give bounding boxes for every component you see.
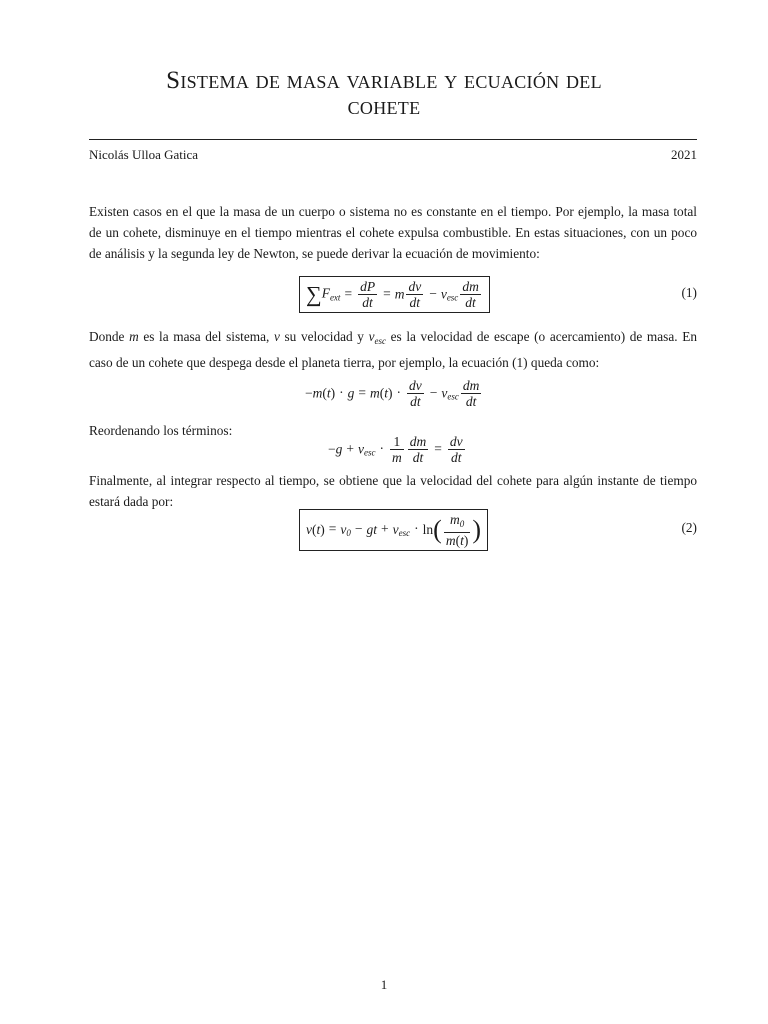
- title-rule: [89, 139, 697, 140]
- equation-2-number: (2): [681, 520, 697, 535]
- paragraph-line: Existen casos en el que la masa de un cuerpo o sistema no es constante en el tiempo. Por ejemplo, la masa total: [89, 204, 697, 219]
- paragraph-intro: [89, 201, 697, 264]
- paragraph-variables: [89, 326, 697, 373]
- paragraph-line: Donde m es la masa del sistema, v su velocidad y $v_{esc}$ es la velocidad de escape (o acercamiento) de masa. En: [89, 329, 697, 346]
- paragraph-line: estará dada por:: [89, 494, 174, 509]
- paper-title: [60, 68, 708, 121]
- page-number: 1: [380, 977, 388, 992]
- paragraph-line: de análisis y la segunda ley de Newton, se puede derivar la ecuación de movimiento:: [89, 246, 540, 261]
- text-fragment: es la masa del sistema,: [138, 329, 274, 344]
- paragraph-line: caso de un cohete que despega desde el planeta tierra, por ejemplo, la ecuación (1) queda como:: [89, 355, 600, 370]
- text-fragment: Donde: [89, 329, 130, 344]
- equation-1-number: (1): [681, 285, 697, 300]
- equation-rearranged: $-g + v_{esc}$ · $\frac{1}{m}$ $\frac{dm}{dt}$ = $\frac{dv}{dt}$: [328, 434, 463, 465]
- equation-1: $\sum F_{ext}$ = $\frac{dP}{dt}$ = m $\frac{dv}{dt}$ − $v_{esc}$ $\frac{dm}{dt}$: [299, 276, 490, 313]
- text-fragment: su velocidad y: [279, 329, 369, 344]
- paragraph-integration: [89, 470, 697, 512]
- equation-2: $v(t) = v_0$ − gt + $v_{esc} \cdot \ln$( $\frac{m_0}{m(t)}$ ): [299, 509, 488, 551]
- title-line-2: cohete: [347, 93, 421, 121]
- title-line-1: Sistema de masa variable y ecuación del: [166, 67, 602, 94]
- paragraph-line: de un cohete, disminuye en el tiempo mientras el cohete expulsa combustible. En estas situaciones, con un poco: [89, 225, 697, 240]
- paragraph-line: Finalmente, al integrar respecto al tiempo, se obtiene que la velocidad del cohete para algún instante de tiempo: [89, 473, 697, 488]
- text-fragment: es la velocidad de escape (o acercamiento) de masa. En: [385, 329, 697, 344]
- author-name: Nicolás Ulloa Gatica: [89, 147, 199, 162]
- publication-year: 2021: [671, 147, 697, 162]
- equation-rocket: −m(t) · g = m(t) · $\frac{dv}{dt}$ − $v_{esc}$ $\frac{dm}{dt}$: [305, 378, 480, 409]
- paragraph-line: Reordenando los términos:: [89, 423, 233, 438]
